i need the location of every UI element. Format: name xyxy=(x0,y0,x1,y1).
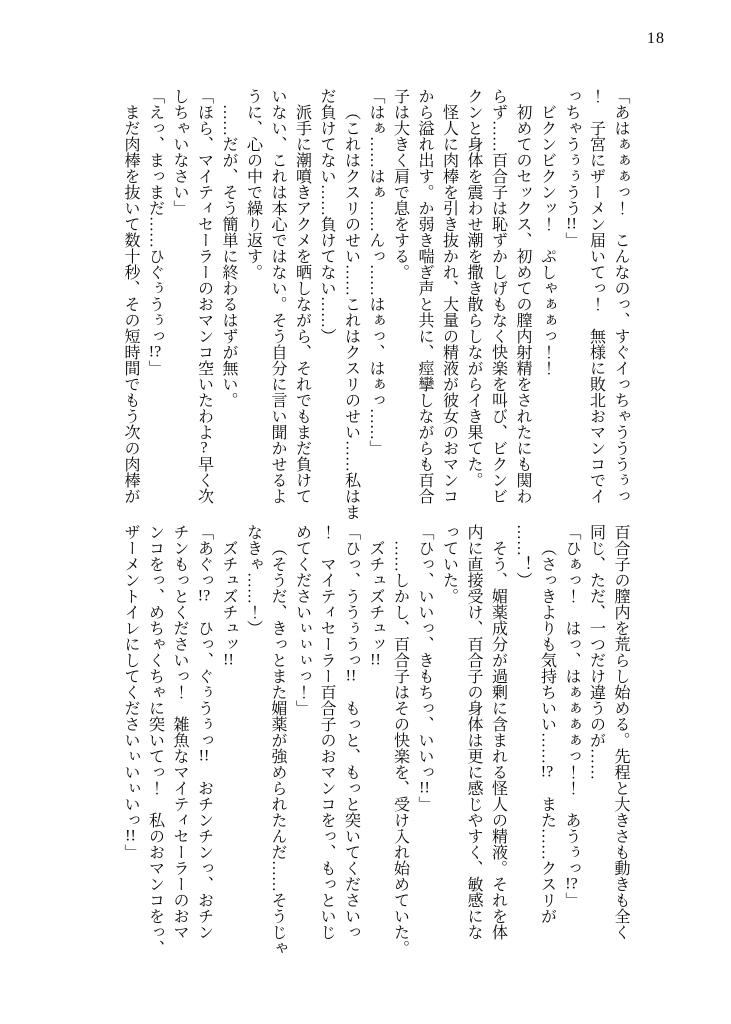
text-column: 「はぁ……はぁ……んっ……はぁっ、はぁっ……」 xyxy=(367,88,384,456)
text-column: 「えっ、まっまだ……ひぐぅうぅっ!?」 xyxy=(146,88,164,376)
text-column: ンコをっ、めちゃくちゃに突いてっ！ 私のおマンコをっ、 xyxy=(146,524,164,956)
page-number: 18 xyxy=(647,30,665,47)
text-column: めてくださいぃぃぃっ！」 xyxy=(293,524,311,716)
text-column: だ負けてない……負けてない……） xyxy=(318,88,335,344)
text-column: （さっきよりも気持ちいい……!? また……クスリが xyxy=(538,540,556,924)
text-column: 子は大きく肩で息をする。 xyxy=(391,88,409,280)
text-column: ……だが、そう簡単に終わるはずが無い。 xyxy=(220,104,237,408)
text-column: ザーメントイレにしてくださいぃいぃいっ!!」 xyxy=(122,524,139,860)
text-column: 「ひぁっ！ はっ、はぁぁぁぁっ！！ あうぅっ!?」 xyxy=(563,524,580,908)
text-column: いない、これは本心ではない。そう自分に言い聞かせるよ xyxy=(269,88,286,504)
text-column: なきゃ……！） xyxy=(244,524,262,636)
text-column: 「ひっ、ううぅうっ!! もっと、もっと突いてくださいっ xyxy=(342,524,360,940)
text-column: ！ マイティセーラー百合子のおマンコをっ、もっといじ xyxy=(318,524,335,940)
text-column: ビクンビクンッ！ ぷしゃぁぁっ！！ xyxy=(538,104,556,376)
text-column: 「ほら、マイティセーラーのおマンコ空いたわよ?早く次 xyxy=(195,88,213,504)
text-column: ズチュズチュッ!! xyxy=(220,540,237,668)
text-column: ……しかし、百合子はその快楽を、受け入れ始めていた。 xyxy=(391,540,409,956)
text-column: 「あはぁぁぁっ！ こんなのっ、すぐイっちゃうううぅっ xyxy=(612,88,629,504)
text-column: 内に直接受け、百合子の身体は更に感じやすく、敏感にな xyxy=(465,524,482,940)
text-column: 初めてのセックス、初めての膣内射精をされたにも関わ xyxy=(514,104,531,504)
text-column: 「あぐっ!? ひっ、ぐぅうぅっ!! おチンチンっ、おチン xyxy=(195,524,213,940)
text-column: ズチュズチュッ!! xyxy=(367,540,384,668)
text-column: ！ 子宮にザーメン届いてっ！ 無様に敗北おマンコでイ xyxy=(587,88,605,504)
text-column: ……！） xyxy=(514,524,531,588)
text-column: っていた。 xyxy=(440,524,458,604)
text-band-top xyxy=(118,88,633,520)
text-column: そう、媚薬成分が過剰に含まれる怪人の精液。それを体 xyxy=(489,540,507,940)
text-band-bottom xyxy=(118,524,633,956)
text-column: っちゃうぅぅうう!!」 xyxy=(563,88,580,248)
text-column: まだ肉棒を抜いて数十秒、その短時間でもう次の肉棒が xyxy=(122,104,139,504)
text-column: 怪人に肉棒を引き抜かれ、大量の精液が彼女のおマンコ xyxy=(440,104,458,504)
text-column: チンもっとくださいっ！ 雑魚なマイティセーラーのおマ xyxy=(171,524,188,940)
text-column: しちゃいなさい」 xyxy=(171,88,188,216)
text-column: （これはクスリのせい……これはクスリのせい……私はま xyxy=(342,104,360,520)
text-column: 百合子の膣内を荒らし始める。先程と大きさも動きも全く xyxy=(612,524,629,940)
text-column: 「ひっ、いいっ、きもちっ、いいっ!!」 xyxy=(416,524,433,812)
text-column: クンと身体を震わせ潮を撒き散らしながらイき果てた。 xyxy=(465,88,482,488)
text-column: 派手に潮噴きアクメを晒しながら、それでもまだ負けて xyxy=(293,104,311,504)
text-column: から溢れ出す。か弱き喘ぎ声と共に、痙攣しながらも百合 xyxy=(416,88,433,504)
text-column: 同じ、ただ、一つだけ違うのが…… xyxy=(587,524,605,780)
text-column: うに、心の中で繰り返す。 xyxy=(244,88,262,280)
text-column: らず……百合子は恥ずかしげもなく快楽を叫び、ビクンビ xyxy=(489,88,507,504)
text-column: （そうだ、きっとまた媚薬が強められたんだ……そうじゃ xyxy=(269,540,286,956)
